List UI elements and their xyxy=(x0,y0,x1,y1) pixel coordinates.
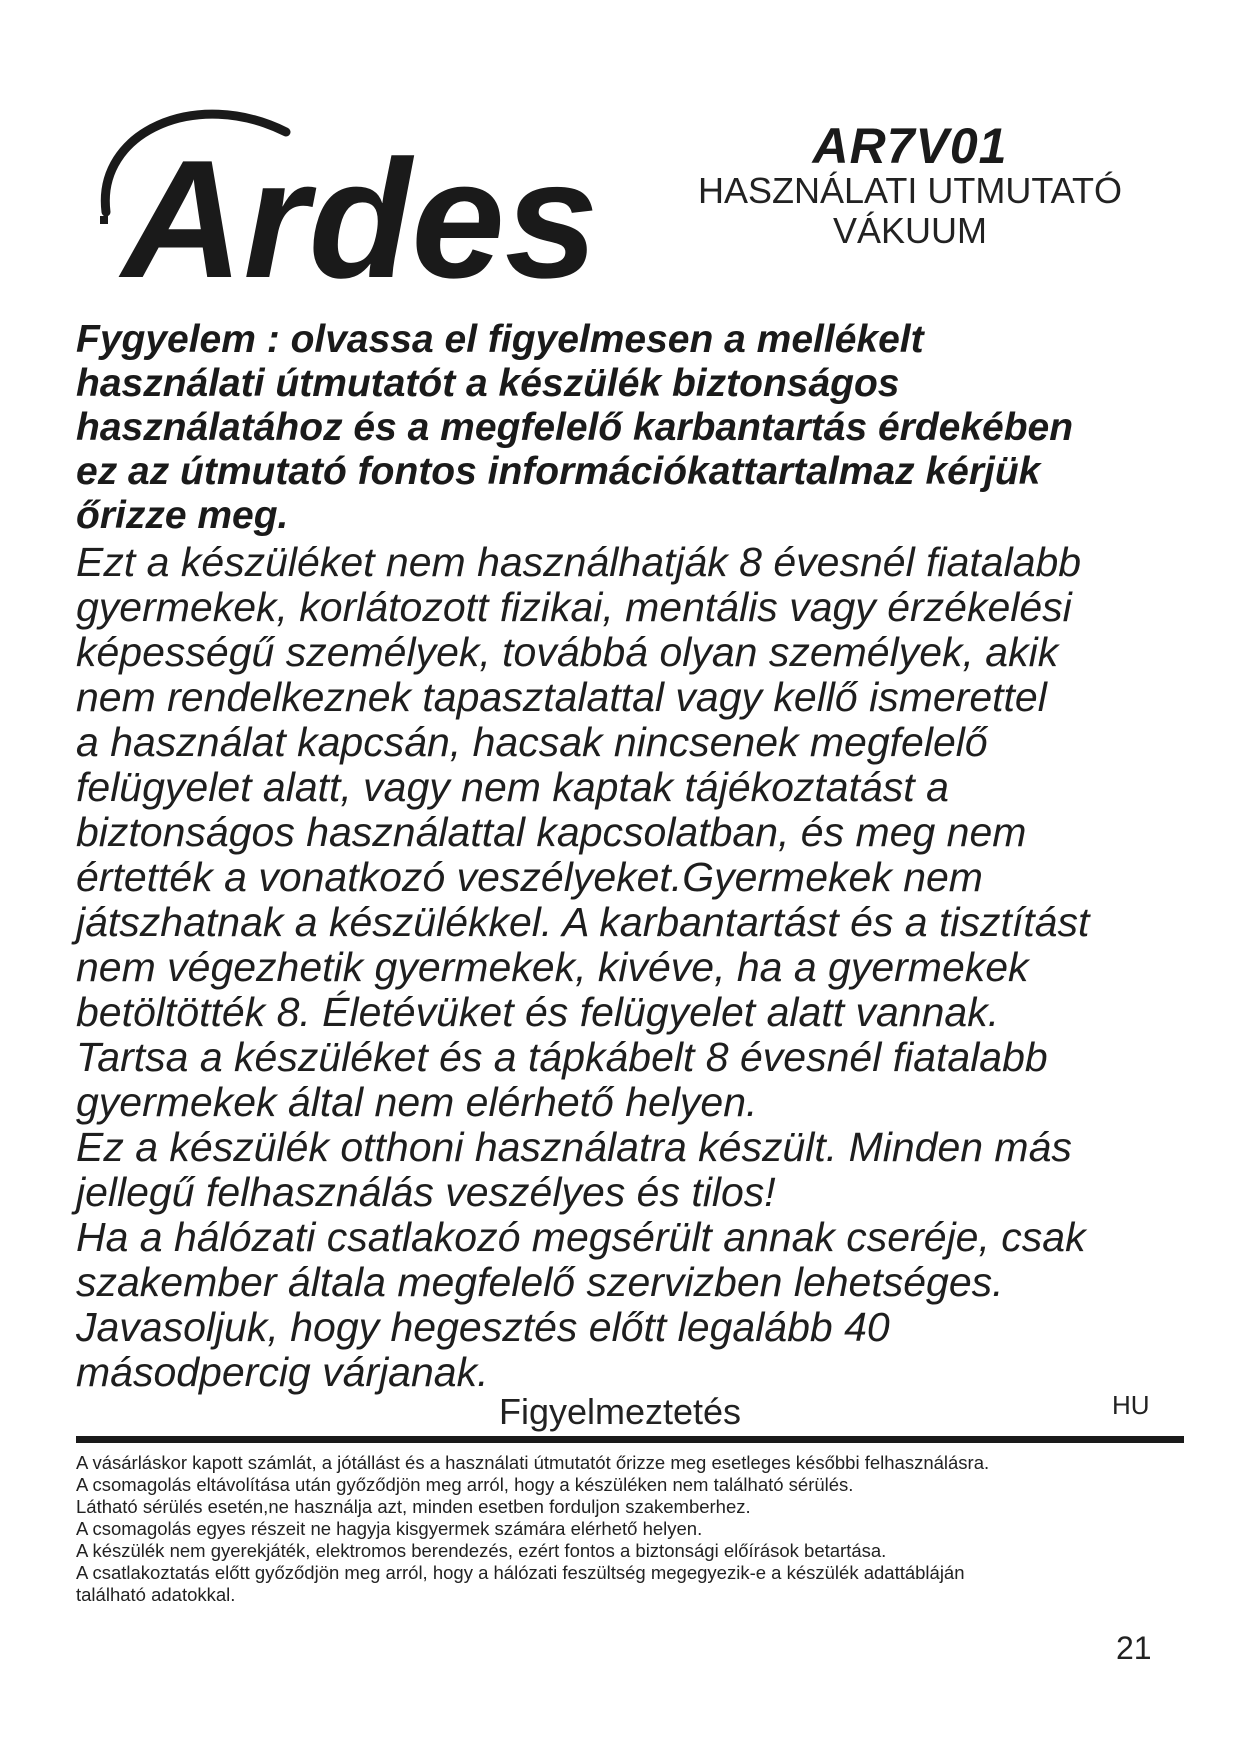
ardes-logo-graphic xyxy=(86,92,599,313)
body-line: gyermekek által nem elérhető helyen. xyxy=(76,1079,758,1125)
body-line: szakember általa megfelelő szervizben lehetséges. xyxy=(76,1259,1004,1305)
warning-title: Figyelmeztetés xyxy=(498,1391,742,1432)
logo-wordmark: Ardes xyxy=(122,125,599,313)
body-line: gyermekek, korlátozott fizikai, mentális vagy érzékelési xyxy=(76,584,1072,630)
body-line: Ha a hálózati csatlakozó megsérült annak cseréje, csak xyxy=(76,1214,1086,1260)
warning-line: A csatlakoztatás előtt győződjön meg arról, hogy a hálózati feszültség megegyezik-e a készülék adattábláján xyxy=(76,1562,965,1583)
body-line: nem rendelkeznek tapasztalattal vagy kellő ismerettel xyxy=(76,674,1047,720)
attention-notice xyxy=(76,318,1216,538)
warning-line: Látható sérülés esetén,ne használja azt, minden esetben forduljon szakemberhez. xyxy=(76,1496,751,1517)
notice-line: használatához és a megfelelő karbantartás érdekében xyxy=(76,406,1074,449)
body-line: Javasoljuk, hogy hegesztés előtt legalább 40 xyxy=(76,1304,890,1350)
ardes-logo xyxy=(86,92,599,313)
body-line: jellegű felhasználás veszélyes és tilos! xyxy=(76,1169,776,1215)
body-line: értették a vonatkozó veszélyeket.Gyermekek nem xyxy=(76,854,983,900)
body-line: másodpercig várjanak. xyxy=(76,1349,489,1395)
warning-line: található adatokkal. xyxy=(76,1584,236,1605)
warning-line: A csomagolás egyes részeit ne hagyja kisgyermek számára elérhető helyen. xyxy=(76,1518,703,1539)
language-tag: HU xyxy=(1112,1390,1150,1420)
body-line: Ezt a készüléket nem használhatják 8 évesnél fiatalabb xyxy=(76,539,1082,585)
warning-list xyxy=(76,1452,1196,1606)
body-line: betöltötték 8. Életévüket és felügyelet alatt vannak. xyxy=(76,989,1000,1035)
body-line: biztonságos használattal kapcsolatban, és meg nem xyxy=(76,809,1027,855)
warning-line: A készülék nem gyerekjáték, elektromos berendezés, ezért fontos a biztonsági előírások betartása. xyxy=(76,1540,887,1561)
section-divider xyxy=(76,1436,1184,1443)
body-line: játszhatnak a készülékkel. A karbantartást és a tisztítást xyxy=(76,899,1090,945)
notice-line: Fygyelem : olvassa el figyelmesen a mellékelt xyxy=(76,318,924,361)
notice-line: ez az útmutató fontos információkattartalmaz kérjük xyxy=(76,450,1041,493)
body-line: a használat kapcsán, hacsak nincsenek megfelelő xyxy=(76,719,988,765)
notice-line: használati útmutatót a készülék biztonságos xyxy=(76,362,900,405)
page-number: 21 xyxy=(1116,1630,1152,1666)
body-line: Tartsa a készüléket és a tápkábelt 8 évesnél fiatalabb xyxy=(76,1034,1048,1080)
product-type: VÁKUUM xyxy=(832,210,988,251)
body-line: képességű személyek, továbbá olyan személyek, akik xyxy=(76,629,1059,675)
safety-text xyxy=(76,540,1186,1395)
model-number: AR7V01 xyxy=(812,118,1008,174)
body-line: nem végezhetik gyermekek, kivéve, ha a gyermekek xyxy=(76,944,1029,990)
warning-line: A csomagolás eltávolítása után győződjön meg arról, hogy a készüléken nem található sérülés. xyxy=(76,1474,854,1495)
body-line: felügyelet alatt, vagy nem kaptak tájékoztatást a xyxy=(76,764,949,810)
manual-title: HASZNÁLATI UTMUTATÓ xyxy=(697,170,1122,211)
notice-line: őrizze meg. xyxy=(76,494,289,537)
body-line: Ez a készülék otthoni használatra készült. Minden más xyxy=(76,1124,1072,1170)
warning-line: A vásárláskor kapott számlát, a jótállást és a használati útmutatót őrizze meg esetleges későbbi felhasználásra. xyxy=(76,1452,990,1473)
